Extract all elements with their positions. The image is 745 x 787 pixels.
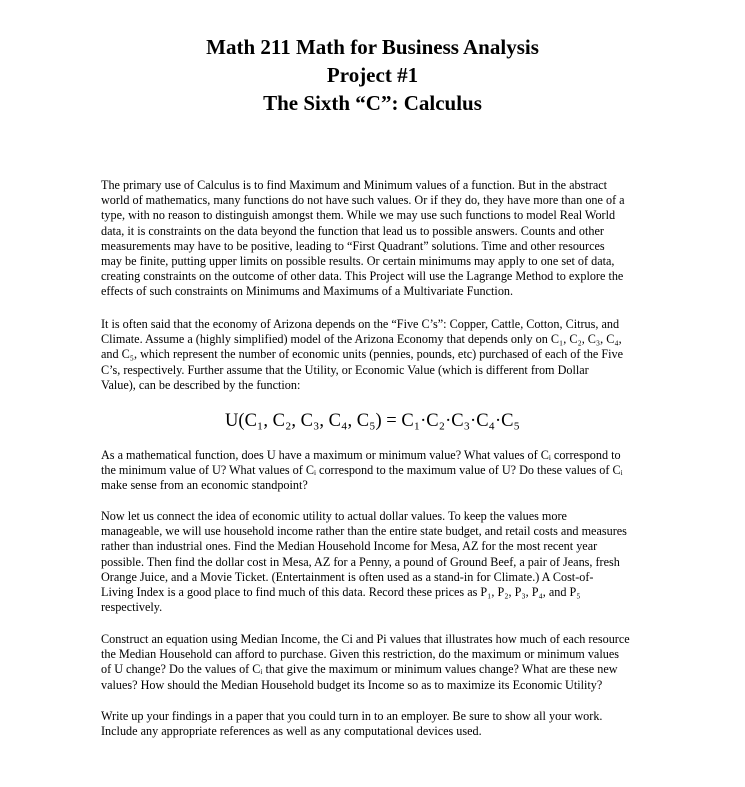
document-title — [0, 33, 745, 117]
paragraph-constraint — [101, 632, 677, 693]
paragraph-writeup — [101, 709, 677, 739]
text-line: type, with no reason to distinguish amongst them. While we may use such functions to model Real World — [101, 208, 616, 223]
text-line: Living Index is a good place to find much of this data. Record these prices as P₁, P₂, P₃, P₄, and P₅ — [101, 585, 581, 600]
text-line: may be finite, putting upper limits on possible results. Or certain minimums may apply to one set of data, — [101, 254, 615, 269]
text-line: Write up your findings in a paper that you could turn in to an employer. Be sure to show all your work. — [101, 709, 603, 723]
title-course: Math 211 Math for Business Analysis — [206, 35, 539, 59]
text-line: make sense from an economic standpoint? — [101, 478, 308, 493]
text-line: Value), can be described by the function: — [101, 377, 301, 392]
text-line: Orange Juice, and a Movie Ticket. (Entertainment is often used as a stand-in for Climate.) A Cost-of- — [101, 569, 594, 584]
title-project: Project #1 — [326, 63, 419, 87]
paragraph-dollar-values — [101, 509, 677, 615]
text-line: Now let us connect the idea of economic utility to actual dollar values. To keep the values more — [101, 509, 567, 523]
text-line: rather than industrial ones. Find the Median Household Income for Mesa, AZ for the most recent year — [101, 539, 598, 554]
text-line: the Median Household can afford to purchase. Given this restriction, do the maximum or minimum values — [101, 647, 619, 662]
text-line: manageable, we will use household income rather than the entire state budget, and retail costs and measures — [101, 524, 627, 539]
text-line: the minimum value of U? What values of Cᵢ correspond to the maximum value of U? Do these values of Cᵢ — [101, 463, 623, 478]
text-line: measurements may have to be positive, leading to “First Quadrant” solutions. Time and other resources — [101, 238, 605, 253]
text-line: The primary use of Calculus is to find Maximum and Minimum values of a function. But in the abstract — [101, 178, 608, 192]
text-line: possible. Then find the dollar cost in Mesa, AZ for a Penny, a pound of Ground Beef, a pair of Jeans, fresh — [101, 554, 620, 569]
text-line: As a mathematical function, does U have a maximum or minimum value? What values of Cᵢ correspond to — [101, 448, 621, 462]
utility-equation: U(C₁, C₂, C₃, C₄, C₅) = C₁·C₂·C₃·C₄·C₅ — [225, 411, 520, 431]
text-line: respectively. — [101, 600, 163, 615]
text-line: of U change? Do the values of Cᵢ that give the maximum or minimum values change? What are these new — [101, 662, 618, 677]
title-subject: The Sixth “C”: Calculus — [263, 91, 482, 115]
paragraph-questions — [101, 448, 677, 494]
text-line: effects of such constraints on Minimums and Maximums of a Multivariate Function. — [101, 284, 514, 299]
paragraph-five-cs — [101, 317, 677, 393]
text-line: Climate. Assume a (highly simplified) model of the Arizona Economy that depends only on C₁, C₂, C₃, C₄, — [101, 332, 622, 347]
text-line: It is often said that the economy of Arizona depends on the “Five C’s”: Copper, Cattle, Cotton, Citrus, and — [101, 317, 620, 331]
text-line: values? How should the Median Household budget its Income so as to maximize its Economic Utility? — [101, 677, 603, 692]
text-line: creating constraints on the outcome of other data. This Project will use the Lagrange Method to explore the — [101, 269, 624, 284]
text-line: world of mathematics, many functions do not have such values. Or if they do, they have more than one of a — [101, 193, 625, 208]
text-line: Include any appropriate references as well as any computational devices used. — [101, 724, 482, 739]
text-line: Construct an equation using Median Income, the Ci and Pi values that illustrates how much of each resource — [101, 632, 630, 646]
text-line: C’s, respectively. Further assume that the Utility, or Economic Value (which is different from Dollar — [101, 362, 589, 377]
text-line: and C₅, which represent the number of economic units (pennies, pounds, etc) purchased of each of the Five — [101, 347, 624, 362]
paragraph-intro — [101, 178, 677, 300]
text-line: data, it is constraints on the data beyond the function that lead us to possible answers. Counts and other — [101, 223, 604, 238]
